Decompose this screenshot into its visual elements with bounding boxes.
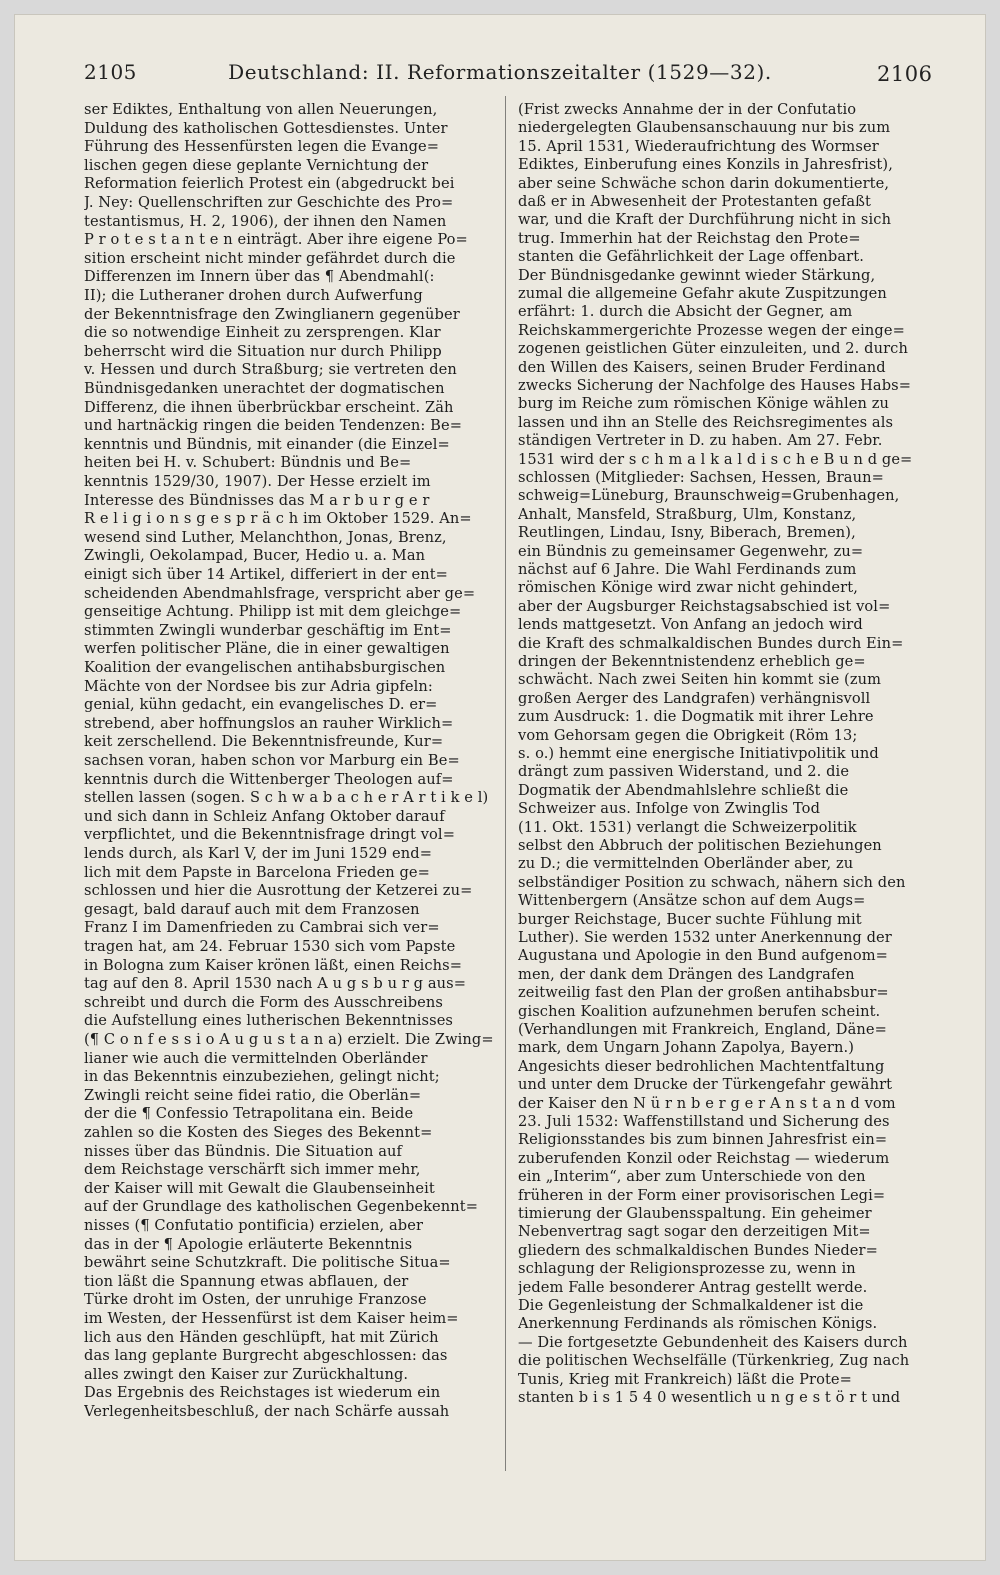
text-line: heiten bei H. v. Schubert: Bündnis und Be= — [84, 454, 412, 472]
text-line: lianer wie auch die vermittelnden Oberländer — [84, 1049, 428, 1067]
text-line: der die ¶ Confessio Tetrapolitana ein. Beide — [84, 1105, 414, 1123]
text-line: früheren in der Form einer provisorischen Legi= — [518, 1186, 886, 1204]
text-line: burg im Reiche zum römischen Könige wählen zu — [518, 395, 890, 413]
text-line: 15. April 1531, Wiederaufrichtung des Wormser — [518, 137, 879, 155]
text-line: gischen Koalition aufzunehmen berufen scheint. — [518, 1002, 881, 1020]
text-line: schreibt und durch die Form des Ausschreibens — [84, 993, 443, 1011]
text-line: die Aufstellung eines lutherischen Bekenntnisses — [84, 1012, 454, 1030]
text-line: genseitige Achtung. Philipp ist mit dem gleichge= — [84, 603, 462, 621]
page-header — [0, 0, 1000, 100]
text-line: Ediktes, Einberufung eines Konzils in Jahresfrist), — [518, 156, 893, 174]
text-line: in das Bekenntnis einzubeziehen, gelingt nicht; — [84, 1068, 440, 1086]
text-line: zuberufenden Konzil oder Reichstag — wiederum — [518, 1149, 890, 1167]
text-line: Interesse des Bündnisses das M a r b u r g e r — [84, 491, 430, 509]
text-line: der Kaiser will mit Gewalt die Glaubenseinheit — [84, 1179, 435, 1197]
text-line: ein Bündnis zu gemeinsamer Gegenwehr, zu= — [518, 542, 864, 560]
text-line: kenntnis durch die Wittenberger Theologen auf= — [84, 770, 454, 788]
text-line: im Westen, der Hessenfürst ist dem Kaiser heim= — [84, 1310, 459, 1327]
text-line: Schweizer aus. Infolge von Zwinglis Tod — [518, 800, 821, 818]
text-line: Führung des Hessenfürsten legen die Evange= — [84, 138, 440, 156]
text-line: (Verhandlungen mit Frankreich, England, Däne= — [518, 1021, 887, 1038]
text-line: trug. Immerhin hat der Reichstag den Prote= — [518, 229, 861, 247]
text-line: Reichskammergerichte Prozesse wegen der einge= — [518, 321, 905, 339]
text-line: Dogmatik der Abendmahlslehre schließt die — [518, 781, 849, 799]
text-line: Mächte von der Nordsee bis zur Adria gipfeln: — [84, 677, 433, 695]
text-line: erfährt: 1. durch die Absicht der Gegner, am — [518, 303, 853, 321]
text-line: beherrscht wird die Situation nur durch Philipp — [84, 342, 442, 360]
text-line: kenntnis und Bündnis, mit einander (die Einzel= — [84, 435, 450, 453]
text-line: men, der dank dem Drängen des Landgrafen — [518, 965, 855, 983]
text-line: zwecks Sicherung der Nachfolge des Hauses Habs= — [518, 377, 912, 394]
text-line: burger Reichstage, Bucer suchte Fühlung mit — [518, 910, 862, 928]
text-line: selbständiger Position zu schwach, nähern sich den — [518, 873, 906, 891]
text-line: Bündnisgedanken unerachtet der dogmatischen — [84, 380, 445, 397]
text-line: schlagung der Religionsprozesse zu, wenn in — [518, 1260, 856, 1278]
text-line: stellen lassen (sogen. S c h w a b a c h e r A r t i k e l) — [84, 789, 489, 807]
text-line: und hartnäckig ringen die beiden Tendenzen: Be= — [84, 417, 463, 435]
text-line: Koalition der evangelischen antihabsburgischen — [84, 659, 446, 676]
text-line: stanten die Gefährlichkeit der Lage offenbart. — [518, 248, 864, 266]
text-line: jedem Falle besonderer Antrag gestellt werde. — [518, 1278, 868, 1296]
text-line: das in der ¶ Apologie erläuterte Bekenntnis — [84, 1235, 413, 1253]
text-line: dringen der Bekenntnistendenz erheblich ge= — [518, 653, 866, 670]
text-line: bewährt seine Schutzkraft. Die politische Situa= — [84, 1254, 451, 1272]
text-line: römischen Könige wird zwar nicht gehindert, — [518, 579, 858, 597]
text-line: (11. Okt. 1531) verlangt die Schweizerpolitik — [518, 818, 857, 836]
text-line: Reutlingen, Lindau, Isny, Biberach, Bremen), — [518, 524, 856, 542]
text-line: aber der Augsburger Reichstagsabschied ist vol= — [518, 597, 891, 615]
column-divider — [505, 96, 506, 1471]
text-line: in Bologna zum Kaiser krönen läßt, einen Reichs= — [84, 956, 463, 974]
text-line: Reformation feierlich Protest ein (abgedruckt bei — [84, 175, 455, 193]
text-line: Tunis, Krieg mit Frankreich) läßt die Prote= — [518, 1370, 852, 1388]
text-line: lends mattgesetzt. Von Anfang an jedoch wird — [518, 616, 863, 634]
text-line: zahlen so die Kosten des Sieges des Bekennt= — [84, 1124, 433, 1141]
text-line: 23. Juli 1532: Waffenstillstand und Sicherung des — [518, 1113, 890, 1130]
text-line: daß er in Abwesenheit der Protestanten gefaßt — [518, 193, 871, 210]
text-line: der Kaiser den N ü r n b e r g e r A n s t a n d vom — [518, 1094, 896, 1112]
text-line: werfen politischer Pläne, die in einer gewaltigen — [84, 640, 450, 658]
text-line: Zwingli reicht seine fidei ratio, die Oberlän= — [84, 1086, 422, 1104]
text-line: — Die fortgesetzte Gebundenheit des Kaisers durch — [518, 1333, 908, 1351]
left-column-number: 2105 — [84, 60, 137, 84]
text-line: niedergelegten Glaubensanschauung nur bis zum — [518, 119, 891, 137]
text-line: tragen hat, am 24. Februar 1530 sich vom Papste — [84, 938, 456, 955]
text-line: 1531 wird der s c h m a l k a l d i s c h e B u n d ge= — [518, 450, 913, 468]
left-text-column — [84, 98, 494, 1483]
text-line: tag auf den 8. April 1530 nach A u g s b u r g aus= — [84, 975, 467, 993]
text-line: schlossen (Mitglieder: Sachsen, Hessen, Braun= — [518, 469, 884, 486]
text-line: Zwingli, Oekolampad, Bucer, Hedio u. a. Man — [84, 547, 426, 565]
text-line: s. o.) hemmt eine energische Initiativpolitik und — [518, 745, 879, 762]
text-line: Verlegenheitsbeschluß, der nach Schärfe aussah — [84, 1403, 450, 1420]
text-line: mark, dem Ungarn Johann Zapolya, Bayern.) — [518, 1039, 854, 1057]
running-title: Deutschland: II. Reformationszeitalter (1529—32). — [228, 60, 772, 84]
text-line: zumal die allgemeine Gefahr akute Zuspitzungen — [518, 285, 887, 302]
text-line: dem Reichstage verschärft sich immer mehr, — [84, 1161, 421, 1179]
text-line: verpflichtet, und die Bekenntnisfrage dringt vol= — [84, 826, 456, 844]
text-line: die Kraft des schmalkaldischen Bundes durch Ein= — [518, 634, 904, 652]
text-line: ein „Interim“, aber zum Unterschiede von den — [518, 1168, 866, 1186]
text-line: scheidenden Abendmahlsfrage, verspricht aber ge= — [84, 584, 476, 602]
text-line: lends durch, als Karl V, der im Juni 1529 end= — [84, 845, 433, 862]
text-line: die politischen Wechselfälle (Türkenkrieg, Zug nach — [518, 1352, 910, 1370]
text-line: nisses über das Bündnis. Die Situation auf — [84, 1142, 403, 1160]
text-line: lischen gegen diese geplante Vernichtung der — [84, 156, 429, 174]
text-line: gesagt, bald darauf auch mit dem Franzosen — [84, 900, 420, 918]
text-line: nisses (¶ Confutatio pontificia) erzielen, aber — [84, 1217, 424, 1234]
text-line: Angesichts dieser bedrohlichen Machtentfaltung — [518, 1057, 885, 1075]
text-line: Das Ergebnis des Reichstages ist wiederum ein — [84, 1384, 441, 1402]
text-line: v. Hessen und durch Straßburg; sie vertreten den — [84, 361, 457, 379]
text-line: die so notwendige Einheit zu zersprengen. Klar — [84, 324, 441, 342]
text-line: strebend, aber hoffnungslos an rauher Wirklich= — [84, 714, 454, 732]
text-line: stanten b i s 1 5 4 0 wesentlich u n g e s t ö r t und — [518, 1389, 901, 1406]
text-line: Religionsstandes bis zum binnen Jahresfrist ein= — [518, 1131, 888, 1149]
text-line: schwächt. Nach zwei Seiten hin kommt sie (zum — [518, 671, 882, 689]
text-line: selbst den Abbruch der politischen Beziehungen — [518, 837, 882, 854]
text-line: sition erscheint nicht minder gefährdet durch die — [84, 249, 456, 267]
text-line: Die Gegenleistung der Schmalkaldener ist die — [518, 1297, 864, 1314]
text-line: alles zwingt den Kaiser zur Zurückhaltung. — [84, 1365, 409, 1383]
text-line: auf der Grundlage des katholischen Gegenbekennt= — [84, 1198, 479, 1216]
text-line: Differenzen im Innern über das ¶ Abendmahl(: — [84, 268, 435, 286]
text-line: zeitweilig fast den Plan der großen antihabsbur= — [518, 984, 889, 1002]
text-line: (Frist zwecks Annahme der in der Confutatio — [518, 101, 857, 118]
text-line: II); die Lutheraner drohen durch Aufwerfung — [84, 287, 423, 304]
text-line: drängt zum passiven Widerstand, und 2. die — [518, 763, 850, 781]
text-line: zu D.; die vermittelnden Oberländer aber, zu — [518, 855, 854, 873]
text-line: lich aus den Händen geschlüpft, hat mit Zürich — [84, 1328, 439, 1346]
text-line: vom Gehorsam gegen die Obrigkeit (Röm 13; — [518, 726, 858, 744]
text-line: stimmten Zwingli wunderbar geschäftig im Ent= — [84, 621, 452, 639]
text-line: den Willen des Kaisers, seinen Bruder Ferdinand — [518, 358, 886, 376]
text-line: keit zerschellend. Die Bekenntnisfreunde, Kur= — [84, 733, 444, 751]
text-line: J. Ney: Quellenschriften zur Geschichte des Pro= — [84, 194, 454, 211]
text-line: einigt sich über 14 Artikel, differiert in der ent= — [84, 566, 448, 583]
text-line: sachsen voran, haben schon vor Marburg ein Be= — [84, 752, 460, 769]
text-line: lich mit dem Papste in Barcelona Frieden ge= — [84, 863, 430, 881]
text-line: aber seine Schwäche schon darin dokumentierte, — [518, 174, 890, 192]
text-line: Franz I im Damenfrieden zu Cambrai sich ver= — [84, 919, 440, 937]
text-line: ser Ediktes, Enthaltung von allen Neuerungen, — [84, 101, 438, 118]
text-line: R e l i g i o n s g e s p r ä c h im Oktober 1529. An= — [84, 510, 472, 528]
text-line: und unter dem Drucke der Türkengefahr gewährt — [518, 1076, 893, 1094]
text-line: (¶ C o n f e s s i o A u g u s t a n a) erzielt. Die Zwing= — [84, 1031, 494, 1048]
text-line: zogenen geistlichen Güter einzuleiten, und 2. durch — [518, 340, 908, 358]
text-line: ständigen Vertreter in D. zu haben. Am 27. Febr. — [518, 432, 883, 450]
text-line: nächst auf 6 Jahre. Die Wahl Ferdinands zum — [518, 561, 857, 578]
text-line: Augustana und Apologie in den Bund aufgenom= — [518, 947, 889, 965]
text-line: Türke droht im Osten, der unruhige Franzose — [84, 1291, 427, 1309]
text-line: schlossen und hier die Ausrottung der Ketzerei zu= — [84, 882, 473, 900]
text-line: lassen und ihn an Stelle des Reichsregimentes als — [518, 413, 894, 431]
text-line: Anerkennung Ferdinands als römischen Königs. — [518, 1315, 878, 1333]
text-line: timierung der Glaubensspaltung. Ein geheimer — [518, 1205, 872, 1222]
text-line: Wittenbergern (Ansätze schon auf dem Augs= — [518, 892, 866, 910]
text-line: Nebenvertrag sagt sogar den derzeitigen Mit= — [518, 1223, 871, 1241]
text-line: war, und die Kraft der Durchführung nicht in sich — [518, 211, 892, 229]
text-line: der Bekenntnisfrage den Zwinglianern gegenüber — [84, 305, 460, 323]
right-column-number: 2106 — [877, 62, 933, 86]
text-line: zum Ausdruck: 1. die Dogmatik mit ihrer Lehre — [518, 708, 874, 726]
text-line: großen Aerger des Landgrafen) verhängnisvoll — [518, 689, 871, 707]
text-line: wesend sind Luther, Melanchthon, Jonas, Brenz, — [84, 528, 447, 546]
text-line: kenntnis 1529/30, 1907). Der Hesse erzielt im — [84, 473, 431, 490]
text-line: genial, kühn gedacht, ein evangelisches D. er= — [84, 696, 438, 714]
text-line: gliedern des schmalkaldischen Bundes Nieder= — [518, 1241, 878, 1259]
text-line: Luther). Sie werden 1532 unter Anerkennung der — [518, 929, 892, 946]
text-line: Der Bündnisgedanke gewinnt wieder Stärkung, — [518, 266, 876, 284]
text-line: Anhalt, Mansfeld, Straßburg, Ulm, Konstanz, — [518, 505, 857, 523]
text-line: tion läßt die Spannung etwas abflauen, der — [84, 1272, 409, 1290]
text-line: P r o t e s t a n t e n einträgt. Aber ihre eigene Po= — [84, 231, 468, 249]
text-line: Differenz, die ihnen überbrückbar erscheint. Zäh — [84, 398, 454, 416]
right-text-column — [518, 98, 932, 1483]
text-line: das lang geplante Burgrecht abgeschlossen: das — [84, 1347, 448, 1365]
text-line: und sich dann in Schleiz Anfang Oktober darauf — [84, 807, 445, 825]
text-line: testantismus, H. 2, 1906), der ihnen den Namen — [84, 212, 447, 230]
text-line: Duldung des katholischen Gottesdienstes. Unter — [84, 119, 448, 137]
text-line: schweig=Lüneburg, Braunschweig=Grubenhagen, — [518, 487, 900, 505]
